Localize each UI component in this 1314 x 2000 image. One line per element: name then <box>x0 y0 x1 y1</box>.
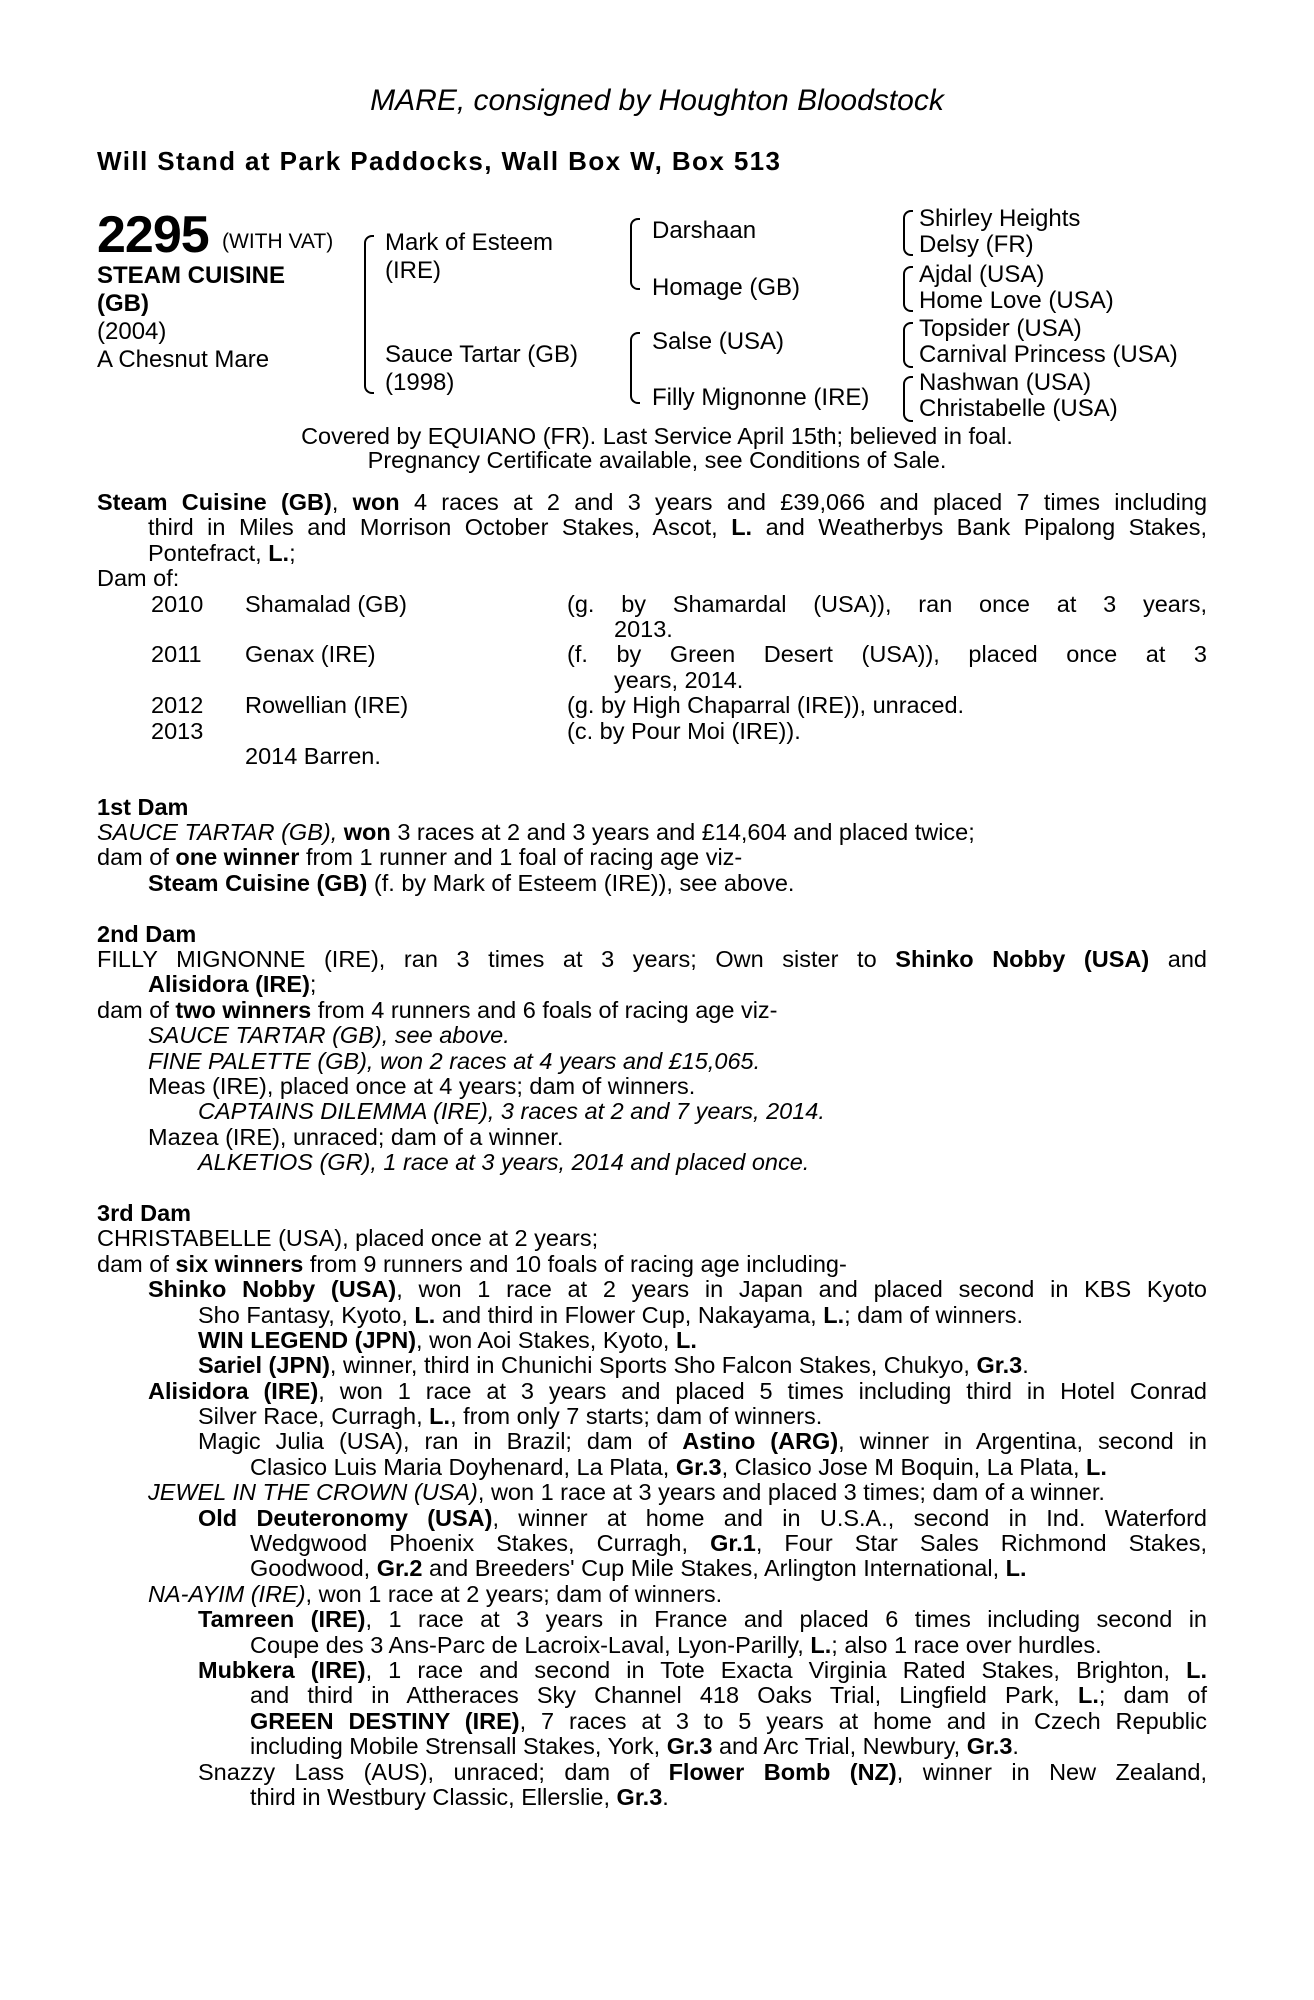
horse-name-bold: Steam Cuisine (GB) <box>97 489 332 515</box>
second-dam-line: dam of two winners from 4 runners and 6 foals of racing age viz- <box>97 996 778 1023</box>
second-dam-line: Meas (IRE), placed once at 4 years; dam of winners. <box>148 1072 696 1099</box>
produce-row-cont: years, 2014. <box>614 666 744 693</box>
ped-sdd: Home Love (USA) <box>919 287 1114 314</box>
barren-row: 2014 Barren. <box>245 742 381 769</box>
third-dam-line: Shinko Nobby (USA), won 1 race at 2 years in Japan and placed second in KBS Kyoto <box>148 1276 1207 1303</box>
pedigree-brace-ss <box>903 210 913 256</box>
horse-identity <box>97 262 285 374</box>
third-dam-line: Mubkera (IRE), 1 race and second in Tote Exacta Virginia Rated Stakes, Brighton, L. <box>198 1656 1207 1683</box>
dam-of-label: Dam of: <box>97 565 180 592</box>
foaling-year: (2004) <box>97 318 167 345</box>
intro-line: Pontefract, L.; <box>148 539 296 566</box>
second-dam-line: ALKETIOS (GR), 1 race at 3 years, 2014 and placed once. <box>198 1149 810 1176</box>
consignor-heading: MARE, consigned by Houghton Bloodstock <box>370 84 944 117</box>
second-dam-line: SAUCE TARTAR (GB), see above. <box>148 1022 510 1049</box>
second-dam-line: FILLY MIGNONNE (IRE), ran 3 times at 3 years; Own sister to Shinko Nobby (USA) and <box>97 946 1208 973</box>
horse-description: A Chesnut Mare <box>97 346 270 373</box>
ped-dss: Topsider (USA) <box>919 315 1082 342</box>
third-dam-line: Sho Fantasy, Kyoto, L. and third in Flower Cup, Nakayama, L.; dam of winners. <box>198 1301 1024 1328</box>
produce-row: 2010 Shamalad (GB) (g. by Shamardal (USA)), ran once at 3 years, <box>151 590 1207 617</box>
pedigree-brace-sd <box>903 266 913 312</box>
dam-sire: Salse (USA) <box>652 328 785 355</box>
third-dam-line: CHRISTABELLE (USA), placed once at 2 years; <box>97 1225 599 1252</box>
intro-line: third in Miles and Morrison October Stakes, Ascot, L. and Weatherbys Bank Pipalong Stakes, <box>148 514 1208 541</box>
horse-origin: (GB) <box>97 290 149 317</box>
second-dam-line: FINE PALETTE (GB), won 2 races at 4 years and £15,065. <box>148 1047 761 1074</box>
third-dam-line: Clasico Luis Maria Doyhenard, La Plata, Gr.3, Clasico Jose M Boquin, La Plata, L. <box>250 1453 1107 1480</box>
ped-dsd: Carnival Princess (USA) <box>919 341 1178 368</box>
third-dam-line: Magic Julia (USA), ran in Brazil; dam of Astino (ARG), winner in Argentina, second in <box>198 1428 1207 1455</box>
third-dam-line: and third in Attheraces Sky Channel 418 Oaks Trial, Lingfield Park, L.; dam of <box>250 1682 1207 1709</box>
first-dam-title: 1st Dam <box>97 793 189 820</box>
third-dam-line: Tamreen (IRE), 1 race at 3 years in France and placed 6 times including second in <box>198 1606 1207 1633</box>
won-label: won <box>352 489 400 515</box>
third-dam-line: dam of six winners from 9 runners and 10 foals of racing age including- <box>97 1250 847 1277</box>
lot-number: 2295 <box>97 206 209 264</box>
dam-year: (1998) <box>385 369 455 396</box>
horse-name: STEAM CUISINE <box>97 262 286 289</box>
ped-sds: Ajdal (USA) <box>919 261 1045 288</box>
produce-row: 2011 Genax (IRE) (f. by Green Desert (USA)), placed once at 3 <box>151 641 1207 668</box>
second-dam-line: Mazea (IRE), unraced; dam of a winner. <box>148 1123 564 1150</box>
dam-dam: Filly Mignonne (IRE) <box>652 384 870 411</box>
intro-line: Steam Cuisine (GB), won 4 races at 2 and 3 years and £39,066 and placed 7 times including <box>97 489 1208 515</box>
pedigree-brace-dam <box>630 332 640 404</box>
ped-ddd: Christabelle (USA) <box>919 395 1118 422</box>
covered-note: Covered by EQUIANO (FR). Last Service April 15th; believed in foal. <box>301 423 1013 449</box>
third-dam-line: including Mobile Strensall Stakes, York, Gr.3 and Arc Trial, Newbury, Gr.3. <box>250 1733 1019 1760</box>
third-dam-line: Alisidora (IRE), won 1 race at 3 years and placed 5 times including third in Hotel Conrad <box>148 1377 1207 1404</box>
second-dam-line: CAPTAINS DILEMMA (IRE), 3 races at 2 and 7 years, 2014. <box>198 1098 825 1125</box>
third-dam-title: 3rd Dam <box>97 1199 192 1226</box>
second-dam-line: Alisidora (IRE); <box>148 971 317 998</box>
produce-row: 2012 Rowellian (IRE) (g. by High Chaparral (IRE)), unraced. <box>151 692 965 719</box>
ped-dds: Nashwan (USA) <box>919 369 1092 396</box>
third-dam-line: JEWEL IN THE CROWN (USA), won 1 race at 3 years and placed 3 times; dam of a winner. <box>148 1479 1105 1506</box>
sire-name: Mark of Esteem <box>385 229 554 256</box>
dam-name: Sauce Tartar (GB) <box>385 341 578 368</box>
third-dam-line: Coupe des 3 Ans-Parc de Lacroix-Laval, Lyon-Parilly, L.; also 1 race over hurdles. <box>250 1631 1102 1658</box>
third-dam-line: Old Deuteronomy (USA), winner at home and in U.S.A., second in Ind. Waterford <box>198 1504 1207 1531</box>
sire-dam: Homage (GB) <box>652 274 801 301</box>
third-dam-line: Sariel (JPN), winner, third in Chunichi Sports Sho Falcon Stakes, Chukyo, Gr.3. <box>198 1352 1029 1379</box>
third-dam-line: third in Westbury Classic, Ellerslie, Gr.3. <box>250 1783 669 1810</box>
pedigree-brace-main <box>364 235 374 394</box>
pregnancy-note: Pregnancy Certificate available, see Conditions of Sale. <box>367 447 947 473</box>
pedigree-brace-ds <box>903 322 913 368</box>
second-dam-title: 2nd Dam <box>97 920 197 947</box>
stand-location: Will Stand at Park Paddocks, Wall Box W, Box 513 <box>97 146 782 176</box>
page-body <box>97 490 1207 1810</box>
pedigree-brace-sire <box>630 218 640 290</box>
third-dam-line: Goodwood, Gr.2 and Breeders' Cup Mile Stakes, Arlington International, L. <box>250 1555 1027 1582</box>
third-dam-line: Wedgwood Phoenix Stakes, Curragh, Gr.1, Four Star Sales Richmond Stakes, <box>250 1530 1207 1557</box>
produce-row: 2013 (c. by Pour Moi (IRE)). <box>151 717 801 744</box>
first-dam-line: dam of one winner from 1 runner and 1 foal of racing age viz- <box>97 844 743 871</box>
pedigree-brace-dd <box>903 376 913 422</box>
sire-suffix: (IRE) <box>385 257 441 284</box>
produce-row-cont: 2013. <box>614 615 673 642</box>
third-dam-line: Silver Race, Curragh, L., from only 7 starts; dam of winners. <box>198 1403 823 1430</box>
third-dam-line: Snazzy Lass (AUS), unraced; dam of Flower Bomb (NZ), winner in New Zealand, <box>198 1758 1207 1785</box>
sire-sire: Darshaan <box>652 217 757 244</box>
ped-sss: Shirley Heights <box>919 205 1081 232</box>
third-dam-line: WIN LEGEND (JPN), won Aoi Stakes, Kyoto, L. <box>198 1326 697 1353</box>
third-dam-line: NA-AYIM (IRE), won 1 race at 2 years; dam of winners. <box>148 1580 723 1607</box>
ped-ssd: Delsy (FR) <box>919 231 1034 258</box>
first-dam-line: SAUCE TARTAR (GB), won 3 races at 2 and 3 years and £14,604 and placed twice; <box>97 819 975 846</box>
first-dam-line: Steam Cuisine (GB) (f. by Mark of Esteem (IRE)), see above. <box>148 869 795 896</box>
vat-note: (WITH VAT) <box>222 230 334 253</box>
third-dam-line: GREEN DESTINY (IRE), 7 races at 3 to 5 years at home and in Czech Republic <box>250 1707 1207 1734</box>
